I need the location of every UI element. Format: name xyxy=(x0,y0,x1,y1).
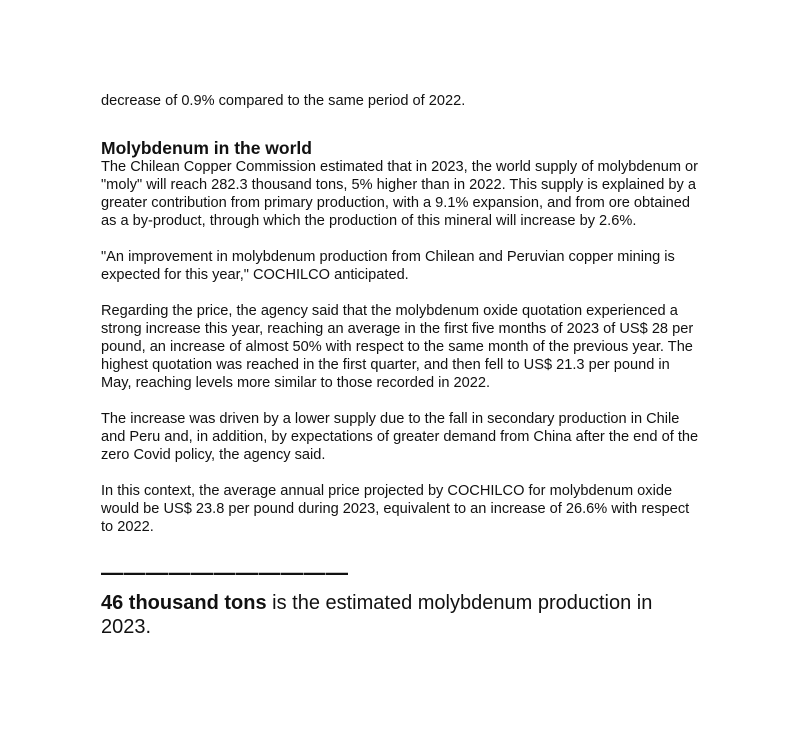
paragraph-projection: In this context, the average annual price projected by COCHILCO for molybdenum oxide would be US$ 23.8 per pound during 2023, equivalent to an increase of 26.6% with respect to 2022. xyxy=(101,483,690,535)
pull-quote-figure: 46 thousand tons xyxy=(101,592,267,614)
paragraph-supply: The Chilean Copper Commission estimated that in 2023, the world supply of molybdenum or "moly" will reach 282.3 thousand tons, 5% higher than in 2022. This supply is explained by a greater contribution from primary production, with a 9.1% expansion, and from ore obtained as a by-product, through which the production of this mineral will increase by 2.6%. xyxy=(101,159,699,229)
paragraph-price: Regarding the price, the agency said that the molybdenum oxide quotation experienced a strong increase this year, reaching an average in the first five months of 2023 of US$ 28 per pound, an increase of almost 50% with respect to the same month of the previous year. The highest quotation was reached in the first quarter, and then fell to US$ 21.3 per pound in May, reaching levels more similar to those recorded in 2022. xyxy=(101,303,694,391)
paragraph-drivers: The increase was driven by a lower supply due to the fall in secondary production in Chile and Peru and, in addition, by expectations of greater demand from China after the end of the zero Covid policy, the agency said. xyxy=(101,411,699,463)
pull-quote-divider: ——————————— xyxy=(101,560,349,585)
article-body xyxy=(101,92,701,639)
pull-quote xyxy=(101,591,691,639)
intro-fragment: decrease of 0.9% compared to the same period of 2022. xyxy=(101,93,466,109)
paragraph-quote: "An improvement in molybdenum production from Chilean and Peruvian copper mining is expected for this year," COCHILCO anticipated. xyxy=(101,249,675,283)
pull-quote-text: is the estimated molybdenum production in 2023. xyxy=(101,592,653,638)
section-heading: Molybdenum in the world xyxy=(101,138,312,158)
